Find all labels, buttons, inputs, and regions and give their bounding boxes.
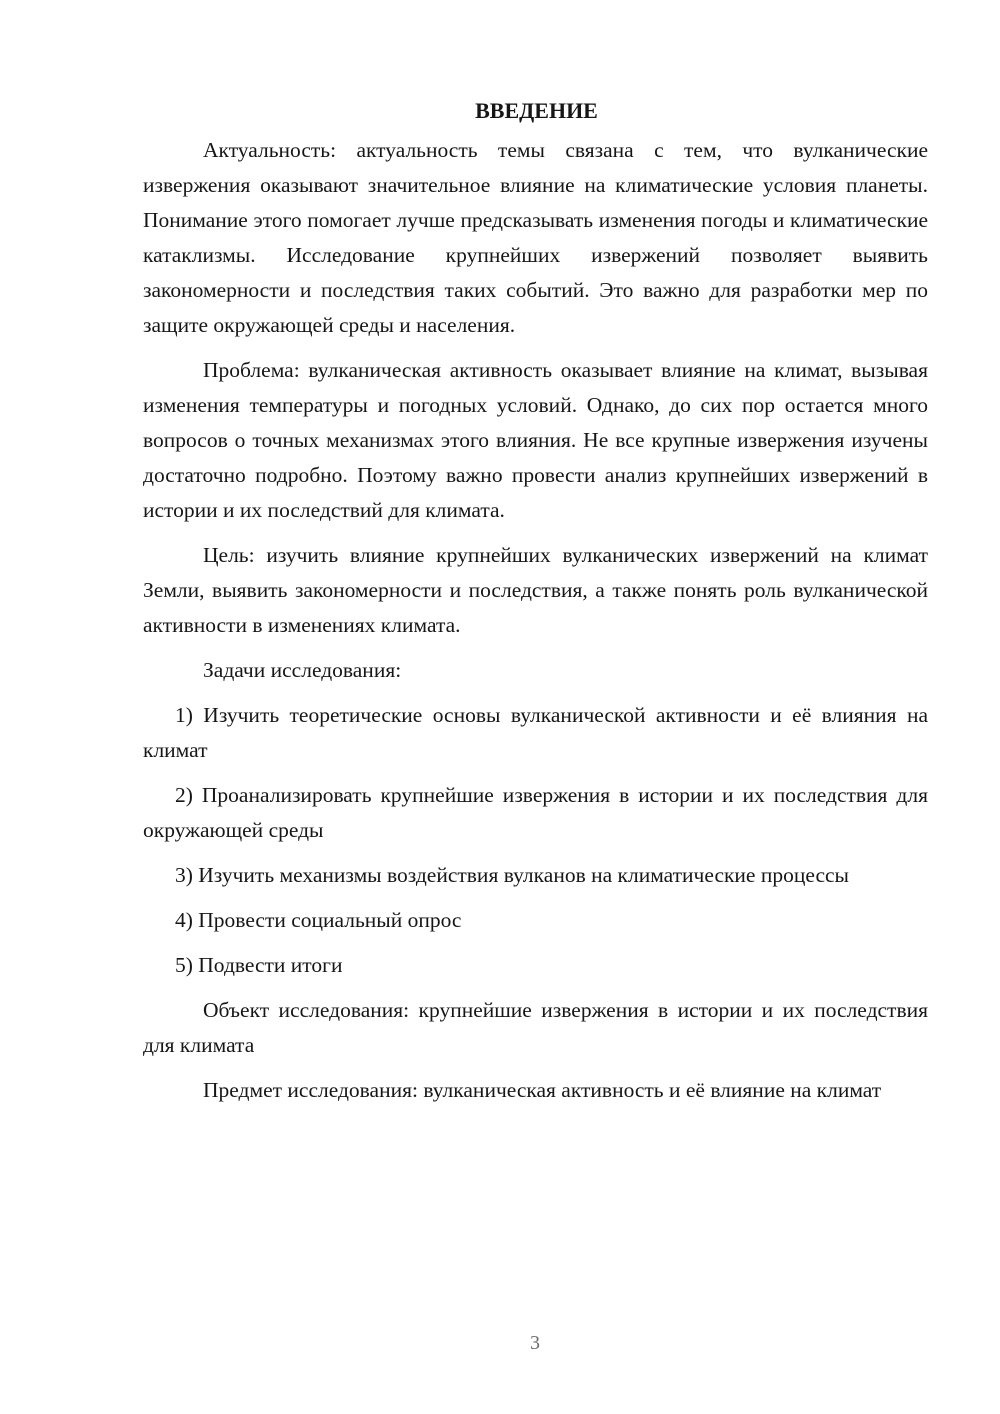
page-content [143,95,928,1118]
page-number: 3 [530,1332,540,1354]
tasks-list [143,698,928,983]
task-item: 5) Подвести итоги [175,953,343,977]
task-item: 3) Изучить механизмы воздействия вулканов на климатические процессы [175,863,849,887]
section-title: ВВЕДЕНИЕ [475,98,598,123]
problem-paragraph: Проблема: вулканическая активность оказывает влияние на климат, вызывая изменения температуры и погодных условий. Однако, до сих пор остается много вопросов о точных механизмах этого влияния. Не все крупные извержения изучены достаточно подробно. Поэтому важно провести анализ крупнейших извержений в истории и их последствий для климата. [143,358,928,522]
task-item: 1) Изучить теоретические основы вулканической активности и её влияния на климат [143,703,928,762]
tasks-heading: Задачи исследования: [203,658,402,682]
goal-paragraph: Цель: изучить влияние крупнейших вулканических извержений на климат Земли, выявить закономерности и последствия, а также понять роль вулканической активности в изменениях климата. [143,543,928,637]
task-item: 2) Проанализировать крупнейшие извержения в истории и их последствия для окружающей среды [143,783,928,842]
task-item: 4) Провести социальный опрос [175,908,462,932]
relevance-paragraph: Актуальность: актуальность темы связана с тем, что вулканические извержения оказывают значительное влияние на климатические условия планеты. Понимание этого помогает лучше предсказывать изменения погоды и климатические катаклизмы. Исследование крупнейших извержений позволяет выявить закономерности и последствия таких событий. Это важно для разработки мер по защите окружающей среды и населения. [143,138,928,337]
object-paragraph: Объект исследования: крупнейшие извержения в истории и их последствия для климата [143,998,928,1057]
subject-paragraph: Предмет исследования: вулканическая активность и её влияние на климат [203,1078,882,1102]
